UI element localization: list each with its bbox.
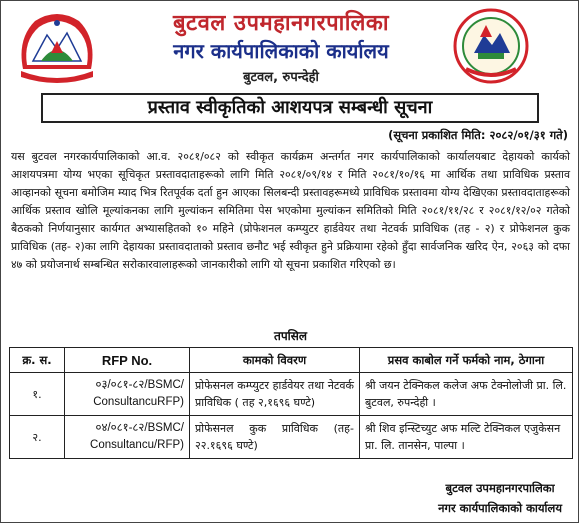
col-header-description: कामको विवरण	[190, 348, 360, 373]
office-name: नगर कार्यपालिकाको कार्यालय	[173, 39, 389, 63]
rfp-table	[9, 347, 573, 459]
notice-body: यस बुटवल नगरकार्यपालिकाको आ.व. २०८१/०८२ को स्वीकृत कार्यक्रम अन्तर्गत नगर कार्यपालिकाको कार्यालयबाट देहायको कार्यको आशयपत्रमा योग्य भएका सूचिकृत प्रस्तावदाताहरूको लागि मिति २०८१/०९/१४ र मिति २०८१/१०/१६ मा आर्थिक तथा प्राविधिक प्रस्ताव आव्हानको सूचना बमोजिम म्याद भित्र रितपूर्वक दर्ता हुन आएका सिलबन्दी प्रस्तावहरूमध्ये प्राविधिक प्रस्तावमा योग्य देखिएका प्रस्तावदाताहरूको आर्थिक प्रस्ताव खोलि मूल्यांकनका लागि मुल्यांकन समितिमा पेस भएकोमा मुल्यांकन समितिको मिति २०८१/११/२८ र २०८१/१२/०२ गतेको बैठकको निर्णयानुसार कार्यगत अभ्यासहितको १० महिने (प्रोफेशनल कम्प्युटर हार्डवेयर तथा नेटवर्क प्राविधिक (तह - २) र प्रोफेशनल कुक प्राविधिक (तह- २)का लागि देहायका प्रस्तावदाताको प्रस्ताव छनौट भई स्वीकृत हुने प्रक्रियामा रहेको हुँदा सार्वजनिक खरिद ऐन, २०६३ को दफा ४७ को प्रयोजनार्थ सम्बन्धित सरोकारवालाहरूको जानकारीको लागि यो सूचना प्रकाशित गरिएको छ।	[11, 150, 570, 271]
publish-date: (सूचना प्रकाशित मिति: २०८२/०१/३१ गते)	[388, 128, 568, 142]
row-firm: श्री शिव इन्स्टिच्युट अफ मल्टि टेक्निकल एजुकेसन प्रा. लि. तानसेन, पाल्पा ।	[360, 416, 573, 459]
row-description: प्रोफेसनल कम्प्युटर हार्डवेयर तथा नेटवर्क प्राविधिक ( तह २,१६९६ घण्टे)	[190, 373, 360, 416]
nepal-government-emblem-icon	[13, 9, 101, 83]
col-header-firm: प्रसव काबोल गर्ने फर्मको नाम, ठेगाना	[360, 348, 573, 373]
col-header-sn: क्र. स.	[10, 348, 65, 373]
row-firm: श्री जयन टेक्निकल कलेज अफ टेक्नोलोजी प्रा. लि. बुटवल, रुपन्देही ।	[360, 373, 573, 416]
row-sn: २.	[10, 416, 65, 459]
signature-org: बुटवल उपमहानगरपालिका	[445, 481, 555, 495]
schedule-title: तपसिल	[273, 329, 307, 343]
signature-office: नगर कार्यपालिकाको कार्यालय	[438, 501, 562, 515]
letterhead	[1, 1, 579, 91]
org-name: बुटवल उपमहानगरपालिका	[172, 11, 390, 36]
row-rfp-number: ०३/०८१-८२/BSMC/ ConsultancuRFP)	[65, 373, 190, 416]
notice-title: प्रस्ताव स्वीकृतिको आशयपत्र सम्बन्धी सूचना	[41, 93, 539, 123]
butwal-municipality-logo-icon	[452, 7, 530, 85]
table-header-row	[10, 348, 573, 373]
table-row	[10, 416, 573, 459]
signature-block	[438, 478, 562, 518]
row-rfp-number: ०४/०८१-८२/BSMC/ Consultancu/RFP)	[65, 416, 190, 459]
col-header-rfp: RFP No.	[65, 348, 190, 373]
row-sn: १.	[10, 373, 65, 416]
office-location: बुटवल, रुपन्देही	[243, 70, 319, 85]
row-description: प्रोफेसनल कुक प्राविधिक (तह- २२.१६९६ घण्टे)	[190, 416, 360, 459]
table-row	[10, 373, 573, 416]
